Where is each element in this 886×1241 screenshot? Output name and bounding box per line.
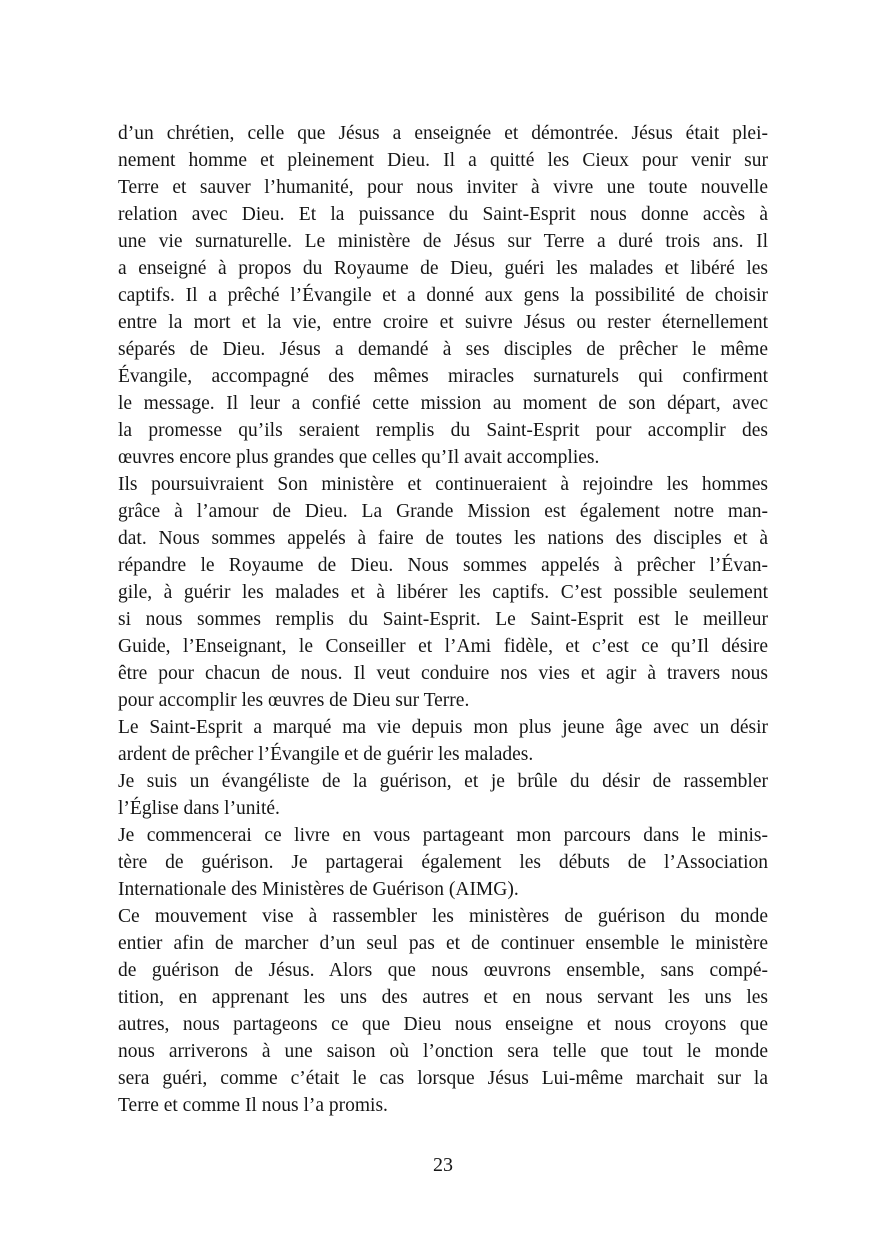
text-line: ardent de prêcher l’Évangile et de guérir les malades. [118,744,534,765]
text-line: l’Église dans l’unité. [118,798,280,819]
text-line: tère de guérison. Je partagerai également les débuts de l’Association [118,852,768,873]
text-line: Le Saint-Esprit a marqué ma vie depuis mon plus jeune âge avec un désir [118,717,768,738]
text-line: sera guéri, comme c’était le cas lorsque Jésus Lui-même marchait sur la [118,1068,768,1089]
text-line: une vie surnaturelle. Le ministère de Jésus sur Terre a duré trois ans. Il [118,231,768,252]
text-line: de guérison de Jésus. Alors que nous œuvrons ensemble, sans compé- [118,960,768,981]
text-line: œuvres encore plus grandes que celles qu’Il avait accomplies. [118,447,600,468]
text-line: relation avec Dieu. Et la puissance du Saint-Esprit nous donne accès à [118,204,768,225]
text-line: Je commencerai ce livre en vous partageant mon parcours dans le minis- [118,825,768,846]
text-line: nous arriverons à une saison où l’onction sera telle que tout le monde [118,1041,768,1062]
text-line: a enseigné à propos du Royaume de Dieu, guéri les malades et libéré les [118,258,768,279]
text-line: Internationale des Ministères de Guérison (AIMG). [118,879,519,900]
text-line: entier afin de marcher d’un seul pas et de continuer ensemble le ministère [118,933,768,954]
text-line: entre la mort et la vie, entre croire et suivre Jésus ou rester éternellement [118,312,768,333]
text-line: grâce à l’amour de Dieu. La Grande Mission est également notre man- [118,501,768,522]
text-line: Ils poursuivraient Son ministère et continueraient à rejoindre les hommes [118,474,768,495]
text-line: séparés de Dieu. Jésus a demandé à ses disciples de prêcher le même [118,339,768,360]
text-line: Évangile, accompagné des mêmes miracles surnaturels qui confirment [118,366,768,387]
text-line: nement homme et pleinement Dieu. Il a quitté les Cieux pour venir sur [118,150,768,171]
text-line: gile, à guérir les malades et à libérer les captifs. C’est possible seulement [118,582,768,603]
text-line: captifs. Il a prêché l’Évangile et a donné aux gens la possibilité de choisir [118,285,768,306]
text-line: Guide, l’Enseignant, le Conseiller et l’Ami fidèle, et c’est ce qu’Il désire [118,636,768,657]
text-line: le message. Il leur a confié cette mission au moment de son départ, avec [118,393,768,414]
text-line: autres, nous partageons ce que Dieu nous enseigne et nous croyons que [118,1014,768,1035]
text-line: Terre et comme Il nous l’a promis. [118,1095,388,1116]
text-line: pour accomplir les œuvres de Dieu sur Terre. [118,690,470,711]
text-line: si nous sommes remplis du Saint-Esprit. Le Saint-Esprit est le meilleur [118,609,768,630]
text-line: Terre et sauver l’humanité, pour nous inviter à vivre une toute nouvelle [118,177,768,198]
paragraph [118,120,768,471]
paragraph [118,714,768,768]
text-line: Ce mouvement vise à rassembler les ministères de guérison du monde [118,906,768,927]
text-block [118,120,768,1119]
text-line: être pour chacun de nous. Il veut conduire nos vies et agir à travers nous [118,663,768,684]
text-line: tition, en apprenant les uns des autres et en nous servant les uns les [118,987,768,1008]
text-line: Je suis un évangéliste de la guérison, et je brûle du désir de rassembler [118,771,768,792]
paragraph [118,471,768,714]
text-line: dat. Nous sommes appelés à faire de toutes les nations des disciples et à [118,528,768,549]
page-number: 23 [433,1154,453,1176]
paragraph [118,822,768,903]
text-line: la promesse qu’ils seraient remplis du Saint-Esprit pour accomplir des [118,420,768,441]
paragraph [118,768,768,822]
text-line: d’un chrétien, celle que Jésus a enseignée et démontrée. Jésus était plei- [118,123,768,144]
paragraph [118,903,768,1119]
text-line: répandre le Royaume de Dieu. Nous sommes appelés à prêcher l’Évan- [118,555,768,576]
